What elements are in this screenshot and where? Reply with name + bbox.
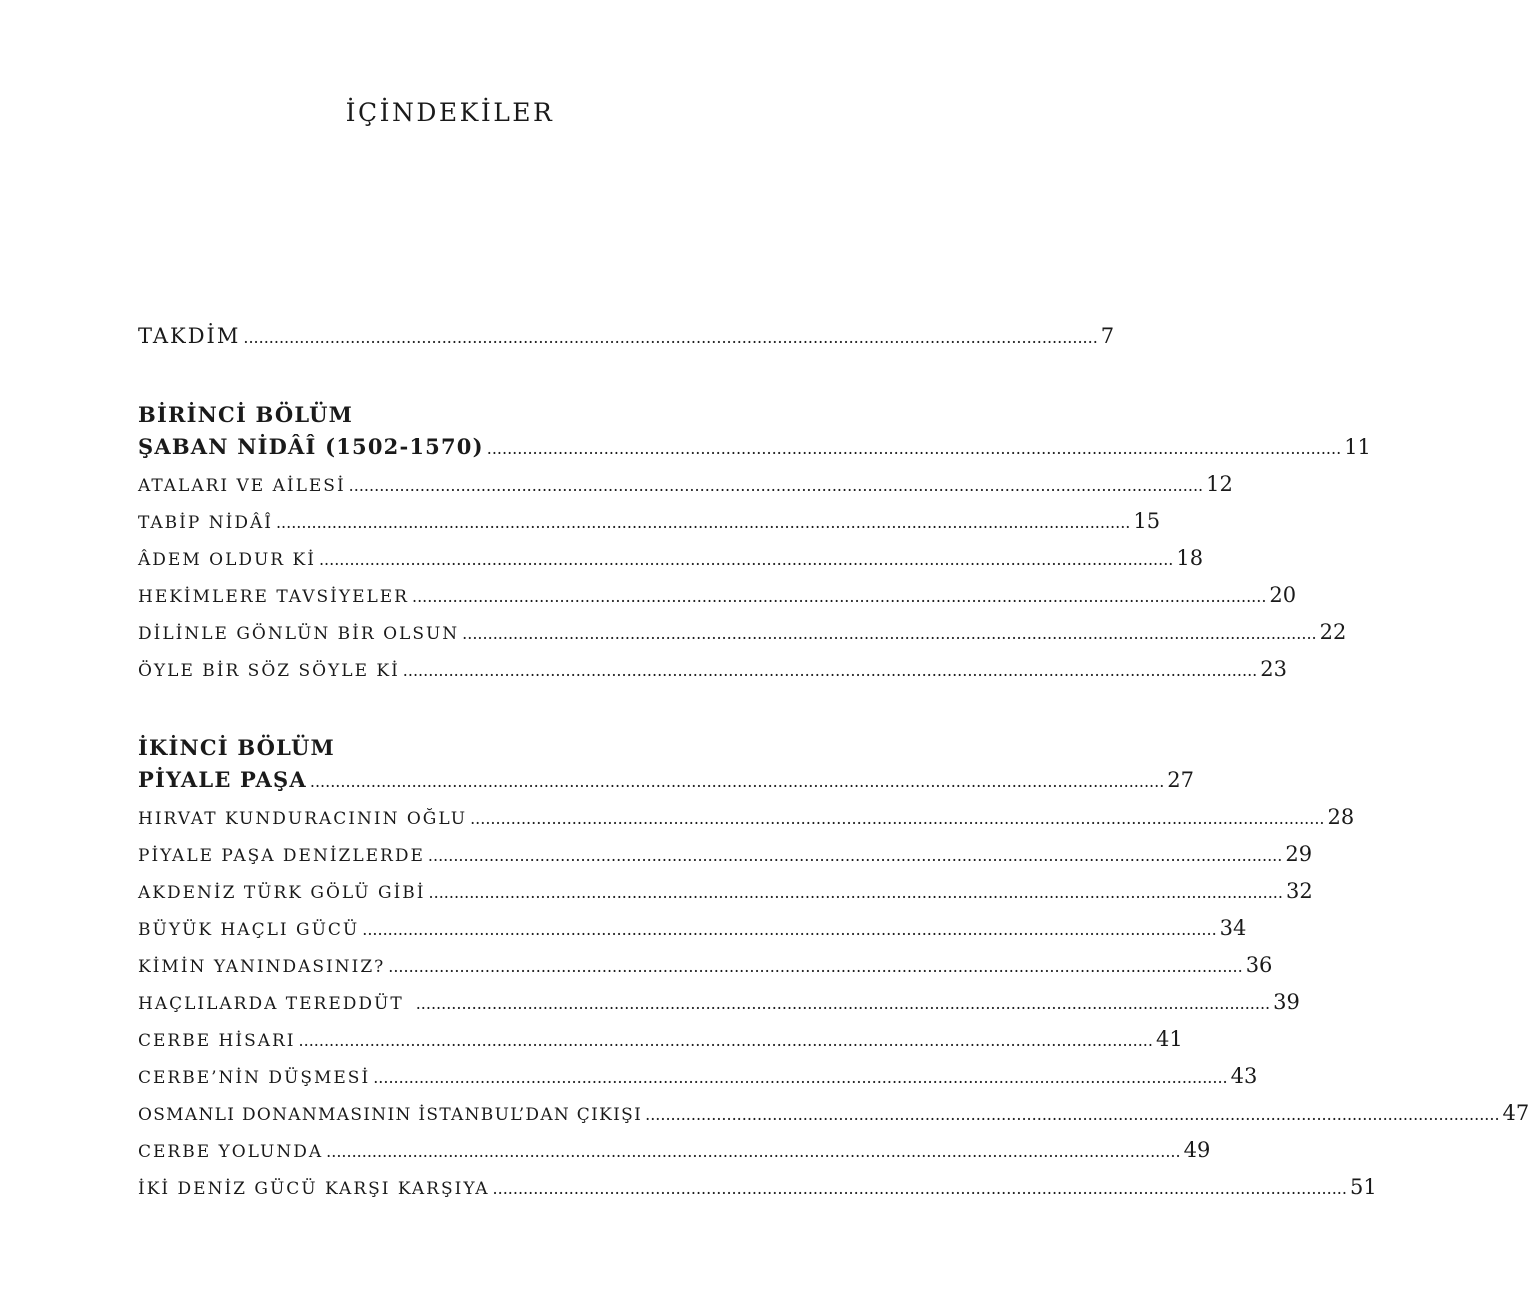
- toc-page-number: 43: [1230, 1064, 1258, 1088]
- dot-leader: ........................................................................................................................................................................: [243, 328, 1098, 347]
- dot-leader: ........................................................................................................................................................................: [492, 1179, 1347, 1198]
- toc-entry-section[interactable]: [138, 879, 1313, 903]
- toc-entry-label: AKDENİZ TÜRK GÖLÜ GİBİ: [138, 883, 426, 903]
- toc-entry-section[interactable]: [138, 1101, 1529, 1125]
- toc-entry-section[interactable]: [138, 546, 1204, 570]
- toc-entry-label: HIRVAT KUNDURACININ OĞLU: [138, 809, 468, 829]
- toc-entry-section[interactable]: [138, 472, 1233, 496]
- toc-entry-label: TAKDİM: [138, 324, 241, 348]
- toc-entry-section[interactable]: [138, 805, 1355, 829]
- part-heading: İKİNCİ BÖLÜM: [138, 735, 335, 760]
- toc-entry-label: ATALARI VE AİLESİ: [138, 476, 346, 496]
- toc-page-number: 22: [1319, 620, 1347, 644]
- toc-entry-section[interactable]: [138, 1175, 1377, 1199]
- toc-entry-label: BÜYÜK HAÇLI GÜCÜ: [138, 920, 360, 940]
- dot-leader: ........................................................................................................................................................................: [411, 587, 1267, 606]
- dot-leader: ........................................................................................................................................................................: [373, 1068, 1228, 1087]
- toc-entry-label: OSMANLI DONANMASININ İSTANBUL’DAN ÇIKIŞI: [138, 1105, 643, 1125]
- toc-entry-label: KİMİN YANINDASINIZ?: [138, 957, 386, 977]
- toc-page-number: 36: [1245, 953, 1273, 977]
- toc-entry-section[interactable]: [138, 1027, 1183, 1051]
- toc-entry-label: TABİP NİDÂÎ: [138, 513, 273, 533]
- toc-entry-section[interactable]: [138, 657, 1287, 681]
- part-heading: BİRİNCİ BÖLÜM: [138, 402, 354, 427]
- toc-entry-chapter[interactable]: [138, 767, 1195, 792]
- page-title: İÇİNDEKİLER: [345, 98, 555, 127]
- toc-page-number: 11: [1344, 435, 1371, 459]
- toc-entry-label: HAÇLILARDA TEREDDÜT: [138, 994, 404, 1014]
- toc-page-number: 29: [1285, 842, 1313, 866]
- dot-leader: ........................................................................................................................................................................: [275, 513, 1131, 532]
- toc-page-number: 28: [1327, 805, 1355, 829]
- dot-leader: ........................................................................................................................................................................: [470, 809, 1325, 828]
- toc-entry-section[interactable]: [138, 583, 1297, 607]
- toc-page-number: 12: [1206, 472, 1233, 496]
- toc-page-number: 34: [1219, 916, 1247, 940]
- toc-entry-label: İKİ DENİZ GÜCÜ KARŞI KARŞIYA: [138, 1179, 490, 1199]
- toc-page-number: 41: [1155, 1027, 1183, 1051]
- toc-entry-section[interactable]: [138, 509, 1161, 533]
- toc-entry-section[interactable]: [138, 620, 1347, 644]
- toc-entry-section[interactable]: [138, 953, 1273, 977]
- toc-page-number: 20: [1269, 583, 1297, 607]
- dot-leader: ........................................................................................................................................................................: [645, 1105, 1500, 1124]
- toc-page-number: 47: [1502, 1101, 1529, 1125]
- toc-page-number: 15: [1133, 509, 1161, 533]
- toc-page-number: 7: [1100, 324, 1115, 348]
- dot-leader: ........................................................................................................................................................................: [309, 772, 1165, 791]
- dot-leader: ........................................................................................................................................................................: [326, 1142, 1181, 1161]
- toc-entry-label: ŞABAN NİDÂÎ (1502-1570): [138, 434, 484, 459]
- toc-entry-label: CERBE’NİN DÜŞMESİ: [138, 1068, 371, 1088]
- toc-entry-section[interactable]: [138, 1138, 1211, 1162]
- toc-entry-section[interactable]: [138, 990, 1300, 1014]
- dot-leader: ........................................................................................................................................................................: [486, 439, 1342, 458]
- toc-page-number: 18: [1176, 546, 1204, 570]
- toc-entry-section[interactable]: [138, 842, 1313, 866]
- dot-leader: ........................................................................................................................................................................: [428, 883, 1283, 902]
- dot-leader: ........................................................................................................................................................................: [298, 1031, 1153, 1050]
- dot-leader: ........................................................................................................................................................................: [362, 920, 1217, 939]
- dot-leader: ........................................................................................................................................................................: [415, 994, 1271, 1013]
- dot-leader: ........................................................................................................................................................................: [348, 476, 1204, 495]
- toc-entry-label: HEKİMLERE TAVSİYELER: [138, 587, 409, 607]
- toc-entry-label: ÖYLE BİR SÖZ SÖYLE Kİ: [138, 661, 400, 681]
- toc-entry-label: DİLİNLE GÖNLÜN BİR OLSUN: [138, 624, 460, 644]
- toc-page-number: 32: [1285, 879, 1313, 903]
- toc-entry-label: ÂDEM OLDUR Kİ: [138, 550, 316, 570]
- toc-page-number: 23: [1260, 657, 1287, 681]
- toc-entry-label: CERBE HİSARI: [138, 1031, 296, 1051]
- toc-page-number: 49: [1183, 1138, 1211, 1162]
- toc-entry-section[interactable]: [138, 916, 1247, 940]
- dot-leader: ........................................................................................................................................................................: [318, 550, 1174, 569]
- toc-entry-chapter[interactable]: [138, 434, 1371, 459]
- dot-leader: ........................................................................................................................................................................: [402, 661, 1258, 680]
- toc-entry-preface[interactable]: [138, 324, 1115, 348]
- dot-leader: ........................................................................................................................................................................: [427, 846, 1283, 865]
- toc-page-number: 27: [1167, 768, 1195, 792]
- toc-page-number: 39: [1273, 990, 1300, 1014]
- dot-leader: ........................................................................................................................................................................: [388, 957, 1243, 976]
- toc-entry-label: CERBE YOLUNDA: [138, 1142, 324, 1162]
- toc-page-number: 51: [1349, 1175, 1377, 1199]
- toc-entry-label: PİYALE PAŞA: [138, 767, 307, 792]
- toc-entry-section[interactable]: [138, 1064, 1258, 1088]
- dot-leader: ........................................................................................................................................................................: [462, 624, 1317, 643]
- toc-entry-label: PİYALE PAŞA DENİZLERDE: [138, 846, 425, 866]
